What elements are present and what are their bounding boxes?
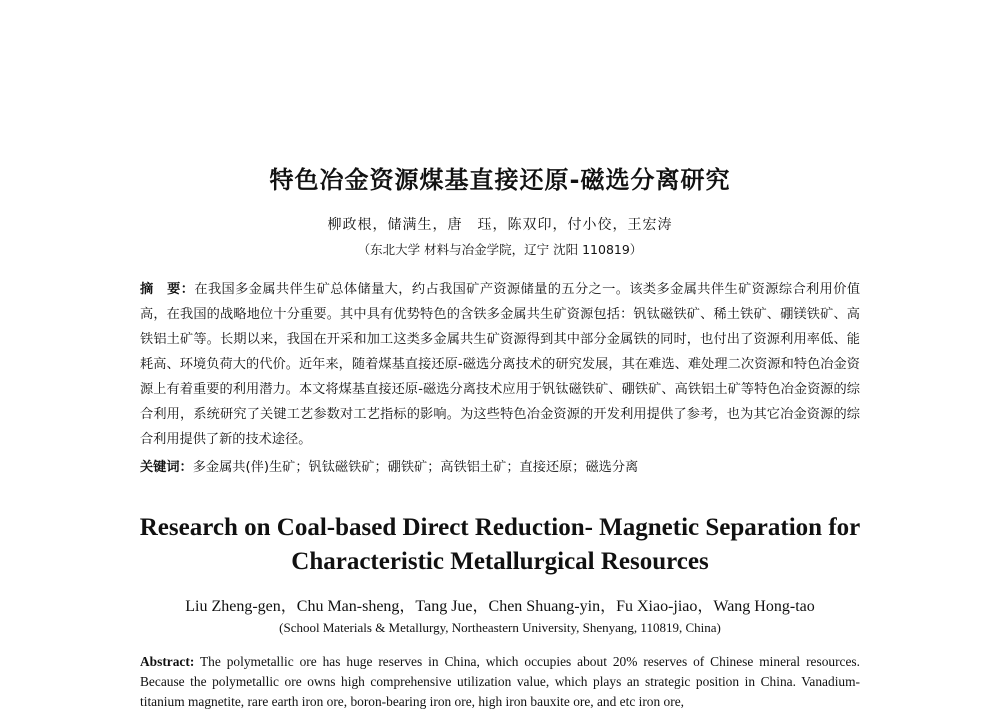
- chinese-authors: 柳政根，储满生，唐 珏，陈双印，付小佼，王宏涛: [327, 217, 673, 233]
- chinese-abstract: [140, 277, 860, 452]
- english-abstract: [140, 652, 860, 712]
- english-title: Research on Coal-based Direct Reduction- Magnetic Separation for Characteristic Metallurgical Resources: [139, 514, 861, 575]
- chinese-title: 特色冶金资源煤基直接还原-磁选分离研究: [269, 166, 731, 194]
- english-affiliation: (School Materials & Metallurgy, Northeastern University, Shenyang, 110819, China): [279, 620, 721, 635]
- chinese-affiliation: （东北大学 材料与冶金学院，辽宁 沈阳 110819）: [357, 242, 643, 257]
- chinese-abstract-text: 在我国多金属共伴生矿总体储量大，约占我国矿产资源储量的五分之一。该类多金属共伴生矿资源综合利用价值高，在我国的战略地位十分重要。其中具有优势特色的含铁多金属共生矿资源包括：钒钛磁铁矿、稀土铁矿、硼镁铁矿、高铁铝土矿等。长期以来，我国在开采和加工这类多金属共生矿资源得到其中部分金属铁的同时，也付出了资源利用率低、能耗高、环境负荷大的代价。近年来，随着煤基直接还原-磁选分离技术的研究发展，其在难选、难处理二次资源和特色冶金资源上有着重要的利用潜力。本文将煤基直接还原-磁选分离技术应用于钒钛磁铁矿、硼铁矿、高铁铝土矿等特色冶金资源的综合利用，系统研究了关键工艺参数对工艺指标的影响。为这些特色冶金资源的开发利用提供了参考，也为其它冶金资源的综合利用提供了新的技术途径。: [140, 282, 861, 447]
- chinese-keywords-label: 关键词：: [140, 460, 193, 475]
- english-abstract-label: Abstract:: [140, 654, 195, 669]
- chinese-keywords-text: 多金属共(伴)生矿；钒钛磁铁矿；硼铁矿；高铁铝土矿；直接还原；磁选分离: [192, 460, 639, 475]
- english-abstract-text: The polymetallic ore has huge reserves in China, which occupies about 20% reserves of Chinese mineral resources. Because the polymetallic ore owns high comprehensive utilization value, which plays an strategic position in China. Vanadium-titanium magnetite, rare earth iron ore, boron-bearing iron ore, high iron bauxite ore, and etc iron ore,: [140, 654, 860, 709]
- chinese-keywords: [140, 455, 860, 480]
- english-authors: Liu Zheng-gen，Chu Man-sheng，Tang Jue，Chen Shuang-yin，Fu Xiao-jiao，Wang Hong-tao: [185, 598, 815, 615]
- chinese-abstract-label: 摘 要：: [140, 282, 195, 297]
